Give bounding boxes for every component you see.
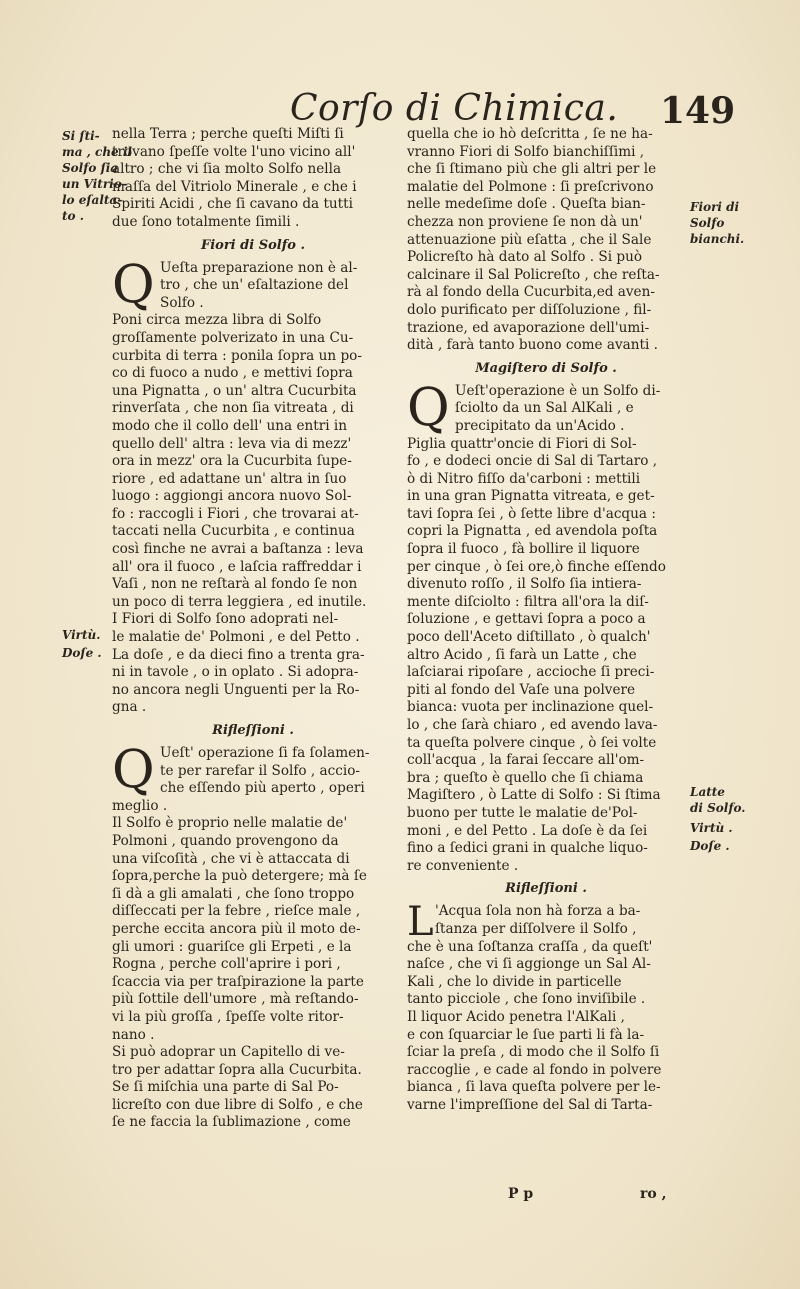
- margin-note-line: Solfo ſia: [62, 161, 119, 175]
- margin-note-fiori-bianchi: [690, 199, 770, 247]
- text-line: così finche ne avrai a baſtanza : leva: [112, 541, 364, 558]
- margin-note-line: di Solfo.: [690, 801, 746, 815]
- text-line: ni in tavole , o in oplato . Si adopra-: [112, 664, 359, 681]
- text-line: chezza non proviene ſe non dà un': [407, 213, 643, 230]
- margin-note-latte-solfo: [690, 784, 770, 816]
- signature-mark: P p: [508, 1186, 534, 1202]
- text-line: tro , che un' eſaltazione del: [160, 277, 349, 294]
- text-line: groſſamente polverizato in una Cu-: [112, 329, 354, 346]
- text-line: Ueſt'operazione è un Solfo di-: [455, 382, 661, 399]
- text-line: Kali , che lo divide in particelle: [407, 973, 622, 990]
- margin-note-line: Fiori di: [690, 200, 740, 214]
- text-line: gna .: [112, 699, 147, 716]
- text-line: ſopra il fuoco , fà bollire il liquore: [407, 541, 640, 558]
- text-line: un poco di terra leggiera , ed inutile.: [112, 593, 367, 610]
- text-line: Se ſi miſchia una parte di Sal Po-: [112, 1079, 339, 1096]
- section-title-magistero-di-solfo: Magiſtero di Solfo .: [475, 360, 617, 376]
- text-line: ſcaccia via per traſpirazione la parte: [112, 973, 364, 990]
- text-line: trazione, ed avaporazione dell'umi-: [407, 319, 650, 336]
- text-line: luogo : aggiongi ancora nuovo Sol-: [112, 488, 352, 505]
- text-line: maſſa del Vitriolo Minerale , e che i: [112, 178, 357, 195]
- text-line: diſſeccati per la febre , rieſce male ,: [112, 903, 361, 920]
- text-line: raccoglie , e cade al fondo in polvere: [407, 1061, 662, 1078]
- text-line: una viſcoſità , che vi è attaccata di: [112, 850, 350, 867]
- text-line: ò di Nitro fiſſo da'carboni : mettili: [407, 470, 641, 487]
- text-line: ta queſta polvere cinque , ò ſei volte: [407, 734, 657, 751]
- text-line: moni , e del Petto . La doſe è da ſei: [407, 822, 648, 839]
- text-line: Si può adoprar un Capitello di ve-: [112, 1044, 345, 1061]
- section-title-riflessioni: Rifleſſioni .: [505, 881, 587, 897]
- text-line: I Fiori di Solfo ſono adoprati nel-: [112, 611, 339, 628]
- text-line: le malatie de' Polmoni , e del Petto .: [112, 629, 360, 646]
- text-line: fo , e dodeci oncie di Sal di Tartaro ,: [407, 453, 658, 470]
- text-line: ſciolto da un Sal AlKali , e: [455, 400, 634, 417]
- text-line: licreſto con due libre di Solfo , e che: [112, 1096, 363, 1113]
- text-line: Polmoni , quando provengono da: [112, 832, 339, 849]
- text-line: copri la Pignatta , ed avendola poſta: [407, 523, 658, 540]
- text-line: fo : raccogli i Fiori , che trovarai at-: [112, 505, 359, 522]
- text-line: nelle medeſime doſe . Queſta bian-: [407, 196, 646, 213]
- text-line: Magiſtero , ò Latte di Solfo : Si ſtima: [407, 787, 661, 804]
- margin-note-dose-right: Doſe .: [690, 839, 730, 853]
- drop-cap: Q: [112, 740, 155, 800]
- text-line: per cinque , ò ſei ore,ò finche eſſendo: [407, 558, 666, 575]
- section-body: [407, 939, 685, 1115]
- intro-paragraph: [407, 126, 685, 355]
- dropcap-paragraph: [407, 899, 685, 946]
- text-line: più ſottile dell'umore , mà reſtando-: [112, 991, 359, 1008]
- dropcap-paragraph: [112, 740, 394, 800]
- text-line: che eſſendo più aperto , operi: [160, 780, 365, 797]
- margin-note-line: Si ſti-: [62, 129, 100, 143]
- text-line: dità , farà tanto buono come avanti .: [407, 337, 658, 354]
- text-line: e con ſquarciar le ſue parti li fà la-: [407, 1026, 645, 1043]
- text-line: altro ; che vi ſia molto Solfo nella: [112, 161, 342, 178]
- text-line: fino a ſedici grani in qualche liquo-: [407, 840, 648, 857]
- text-line: attenuazione più eſatta , che il Sale: [407, 231, 652, 248]
- text-line: tro per adattar ſopra alla Cucurbita.: [112, 1061, 362, 1078]
- text-line: vranno Fiori di Solfo bianchiſſimi ,: [407, 143, 645, 160]
- text-line: all' ora il fuoco , e laſcia raffreddar i: [112, 558, 362, 575]
- running-title: Corſo di Chimica.: [290, 88, 619, 129]
- text-line: Vaſi , non ne reſtarà al fondo ſe non: [112, 576, 358, 593]
- margin-note-virtu-left: Virtù.: [62, 628, 101, 642]
- text-line: meglio .: [112, 797, 168, 814]
- text-line: divenuto roſſo , il Solfo ſia intiera-: [407, 576, 642, 593]
- drop-cap: Q: [407, 377, 450, 438]
- text-line: tavi ſopra ſei , ò ſette libre d'acqua :: [407, 505, 656, 522]
- text-line: poco dell'Aceto diſtillato , ò qualch': [407, 629, 651, 646]
- text-line: rà al fondo della Cucurbita,ed aven-: [407, 284, 655, 301]
- margin-note-line: Latte: [690, 785, 725, 799]
- text-line: Ueſta preparazione non è al-: [160, 259, 358, 276]
- text-line: Poni circa mezza libra di Solfo: [112, 312, 322, 329]
- text-line: quella che io hò deſcritta , ſe ne ha-: [407, 126, 653, 142]
- text-line: ſciar la preſa , di modo che il Solfo ſi: [407, 1044, 660, 1061]
- section-body: [112, 312, 394, 717]
- text-line: 'Acqua ſola non hà forza a ba-: [435, 903, 641, 920]
- text-line: vi la più groſſa , ſpeſſe volte ritor-: [112, 1008, 344, 1025]
- drop-cap: Q: [112, 254, 155, 315]
- section-title-riflessioni: Rifleſſioni .: [212, 723, 294, 738]
- text-line: nella Terra ; perche queſti Miſti ſi: [112, 126, 344, 142]
- text-line: ſopra,perche la può detergere; mà ſe: [112, 868, 367, 885]
- margin-note-virtu-right: Virtù .: [690, 821, 733, 835]
- text-line: nano .: [112, 1026, 155, 1043]
- text-line: Rogna , perche coll'aprire i pori ,: [112, 956, 341, 973]
- margin-note-line: Solfo: [690, 216, 725, 230]
- drop-cap: L: [407, 899, 434, 946]
- text-line: trovano ſpeſſe volte l'uno vicino all': [112, 143, 356, 160]
- text-line: bianca , ſi lava queſta polvere per le-: [407, 1079, 661, 1096]
- text-line: che ſi ſtimano più che gli altri per le: [407, 161, 657, 178]
- text-line: ſtanza per diſſolvere il Solfo ,: [435, 920, 637, 937]
- right-column: [407, 126, 685, 1114]
- text-line: piti al fondo del Vaſe una polvere: [407, 681, 636, 698]
- text-line: riore , ed adattane un' altra in ſuo: [112, 470, 347, 487]
- page-number: 149: [660, 90, 736, 132]
- text-line: no ancora negli Unguenti per la Ro-: [112, 681, 360, 698]
- text-line: Piglia quattr'oncie di Fiori di Sol-: [407, 435, 637, 452]
- margin-note-line: to .: [62, 209, 84, 223]
- intro-paragraph: [112, 126, 394, 232]
- text-line: bianca: vuota per inclinazione quel-: [407, 699, 654, 716]
- text-line: Policreſto hà dato al Solfo . Si può: [407, 249, 643, 266]
- text-line: ſoluzione , e gettavi ſopra a poco a: [407, 611, 646, 628]
- margin-note-line: bianchi.: [690, 232, 745, 246]
- text-line: quello dell' altra : leva via di mezz': [112, 435, 352, 452]
- margin-note-line: lo eſalta-: [62, 193, 123, 207]
- text-line: mente diſciolto : filtra all'ora la diſ-: [407, 593, 649, 610]
- dropcap-paragraph: [112, 254, 394, 315]
- text-line: buono per tutte le malatie de'Pol-: [407, 804, 638, 821]
- text-line: modo che il collo dell' una entri in: [112, 417, 347, 434]
- section-title-fiori-di-solfo: Fiori di Solfo .: [200, 237, 306, 253]
- text-line: Il Solfo è proprio nelle malatie de': [112, 815, 348, 832]
- text-line: curbita di terra : ponila ſopra un po-: [112, 347, 362, 364]
- text-line: lo , che ſarà chiaro , ed avendo lava-: [407, 717, 658, 733]
- text-line: in una gran Pignatta vitreata, e get-: [407, 488, 655, 505]
- text-line: calcinare il Sal Policreſto , che reſta-: [407, 266, 660, 283]
- text-line: re conveniente .: [407, 857, 519, 874]
- text-line: te per rarefar il Solfo , accio-: [160, 762, 360, 779]
- text-line: La doſe , e da dieci fino a trenta gra-: [112, 646, 365, 663]
- text-line: precipitato da un'Acido .: [455, 417, 625, 434]
- text-line: ora in mezz' ora la Cucurbita ſupe-: [112, 453, 352, 470]
- text-line: taccati nella Cucurbita , e continua: [112, 523, 355, 540]
- left-column: [112, 126, 394, 1132]
- section-body: [407, 436, 685, 876]
- text-line: che è una ſoſtanza craſſa , da queſt': [407, 938, 653, 955]
- text-line: malatie del Polmone : ſi preſcrivono: [407, 178, 654, 195]
- margin-note-dose-left: Doſe .: [62, 646, 102, 660]
- text-line: tanto picciole , che ſono inviſibile .: [407, 991, 646, 1008]
- text-line: altro Acido , ſi farà un Latte , che: [407, 646, 637, 663]
- text-line: ſe ne faccia la ſublimazione , come: [112, 1114, 351, 1131]
- dropcap-paragraph: [407, 377, 685, 438]
- text-line: Il liquor Acido penetra l'AlKali ,: [407, 1008, 625, 1025]
- margin-note-line: un Vitrio-: [62, 177, 127, 191]
- text-line: laſciarai ripoſare , accioche ſi preci-: [407, 664, 655, 681]
- text-line: dolo purificato per diſſoluzione , fil-: [407, 301, 652, 318]
- text-line: Spiriti Acidi , che ſi cavano da tutti: [112, 196, 353, 213]
- text-line: perche eccita ancora più il moto de-: [112, 920, 361, 937]
- margin-note-line: ma , che il: [62, 145, 132, 159]
- text-line: Solfo .: [160, 294, 204, 311]
- catchword: ro ,: [640, 1186, 667, 1202]
- section-body: [112, 798, 394, 1132]
- text-line: gli umori : guariſce gli Erpeti , e la: [112, 938, 352, 955]
- text-line: coll'acqua , la farai ſeccare all'om-: [407, 752, 645, 769]
- text-line: varne l'impreſſione del Sal di Tarta-: [407, 1096, 653, 1113]
- text-line: co di fuoco a nudo , e mettivi ſopra: [112, 365, 353, 382]
- text-line: rinverſata , che non ſia vitreata , di: [112, 400, 354, 417]
- text-line: due ſono totalmente ſimili .: [112, 213, 300, 230]
- text-line: ſi dà a gli amalati , che ſono troppo: [112, 885, 355, 902]
- text-line: una Pignatta , o un' altra Cucurbita: [112, 382, 357, 399]
- text-line: bra ; queſto è quello che ſi chiama: [407, 769, 644, 786]
- text-line: Ueſt' operazione ſi fa ſolamen-: [160, 745, 370, 761]
- text-line: naſce , che vi ſi aggionge un Sal Al-: [407, 956, 651, 973]
